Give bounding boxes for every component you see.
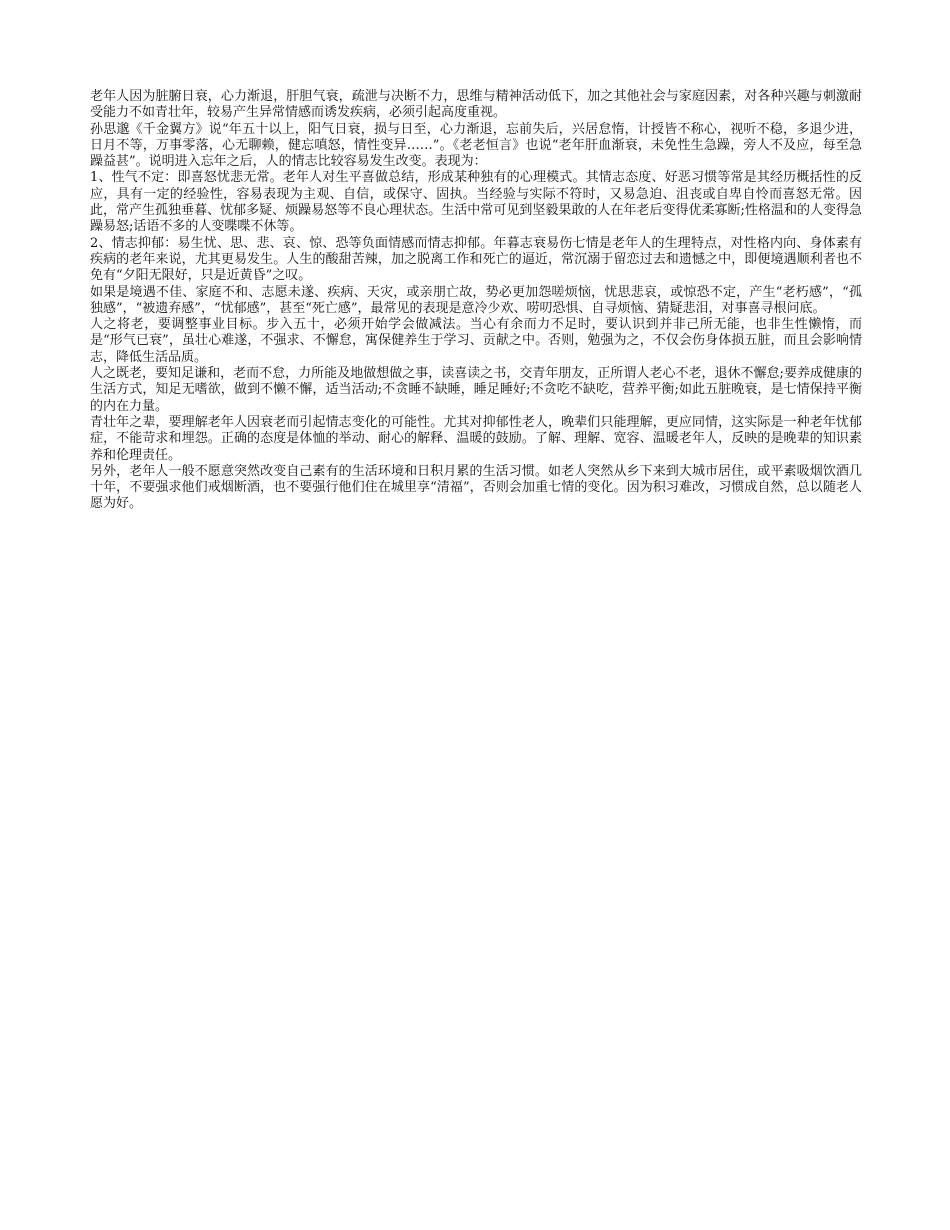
document-body [90, 89, 862, 513]
paragraph-younger-generation: 青壮年之辈，要理解老年人因衰老而引起情志变化的可能性。尤其对抑郁性老人，晚辈们只能理解，更应同情，这实际是一种老年忧郁症，不能苛求和埋怨。正确的态度是体恤的举动、耐心的解释、温暖的鼓励。了解、理解、宽容、温暖老年人，反映的是晚辈的知识素养和伦理责任。 [90, 414, 862, 463]
paragraph-old-age: 人之既老，要知足谦和，老而不怠，力所能及地做想做之事，读喜读之书，交青年朋友，正所谓人老心不老，退休不懈怠;要养成健康的生活方式，知足无嗜欲，做到不懒不懈，适当活动;不贪睡不缺睡，睡足睡好;不贪吃不缺吃，营养平衡;如此五脏晚衰，是七情保持平衡的内在力量。 [90, 366, 862, 414]
paragraph-quotes: 孙思邈《千金翼方》说“年五十以上，阳气日衰，损与日至，心力渐退，忘前失后，兴居怠惰，计授皆不称心，视听不稳，多退少进，日月不等，万事零落，心无聊赖，健忘嗔怒，情性变异……”。《老老恒言》也说“老年肝血渐衰，未免性生急躁，旁人不及应，每至急躁益甚”。说明进入忘年之后，人的情志比较容易发生改变。表现为： [90, 121, 862, 170]
paragraph-point-2: 2、情志抑郁：易生忧、思、悲、哀、惊、恐等负面情感而情志抑郁。年暮志衰易伤七情是老年人的生理特点，对性格内向、身体素有疾病的老年来说，尤其更易发生。人生的酸甜苦辣，加之脱离工作和死亡的逼近，常沉溺于留恋过去和遗憾之中，即便境遇顺利者也不免有“夕阳无限好，只是近黄昏”之叹。 [90, 235, 862, 284]
paragraph-circumstances: 如果是境遇不佳、家庭不和、志愿未遂、疾病、天灾，或亲朋亡故，势必更加怨嗟烦恼，忧思悲哀，或惊恐不定，产生“老朽感”，“孤独感”，“被遗弃感”，“忧郁感”，甚至“死亡感”，最常见的表现是意冷少欢、唠叨恐惧、自寻烦恼、猜疑悲泪，对事喜寻根问底。 [90, 284, 862, 316]
paragraph-habits: 另外，老年人一般不愿意突然改变自己素有的生活环境和日积月累的生活习惯。如老人突然从乡下来到大城市居住，或平素吸烟饮酒几十年，不要强求他们戒烟断酒，也不要强行他们住在城里享“清福”，否则会加重七情的变化。因为积习难改，习惯成自然，总以随老人愿为好。 [90, 463, 862, 512]
paragraph-approaching-old-age: 人之将老，要调整事业目标。步入五十，必须开始学会做减法。当心有余而力不足时，要认识到并非己所无能，也非生性懒惰，而是“形气已衰”，虽壮心难遂，不强求、不懈怠，寓保健养生于学习、贡献之中。否则，勉强为之，不仅会伤身体损五脏，而且会影响情志，降低生活品质。 [90, 317, 862, 365]
paragraph-intro: 老年人因为脏腑日衰，心力渐退，肝胆气衰，疏泄与决断不力，思维与精神活动低下，加之其他社会与家庭因素，对各种兴趣与刺激耐受能力不如青壮年，较易产生异常情感而诱发疾病，必须引起高度重视。 [90, 89, 862, 121]
paragraph-point-1: 1、性气不定：即喜怒忧悲无常。老年人对生平喜做总结，形成某种独有的心理模式。其情志态度、好恶习惯等常是其经历概括性的反应，具有一定的经验性，容易表现为主观、自信，或保守、固执。当经验与实际不符时，又易急迫、沮丧或自卑自怜而喜怒无常。因此，常产生孤独垂暮、忧郁多疑、烦躁易怒等不良心理状态。生活中常可见到坚毅果敢的人在年老后变得优柔寡断;性格温和的人变得急躁易怒;话语不多的人变喋喋不休等。 [90, 170, 862, 235]
